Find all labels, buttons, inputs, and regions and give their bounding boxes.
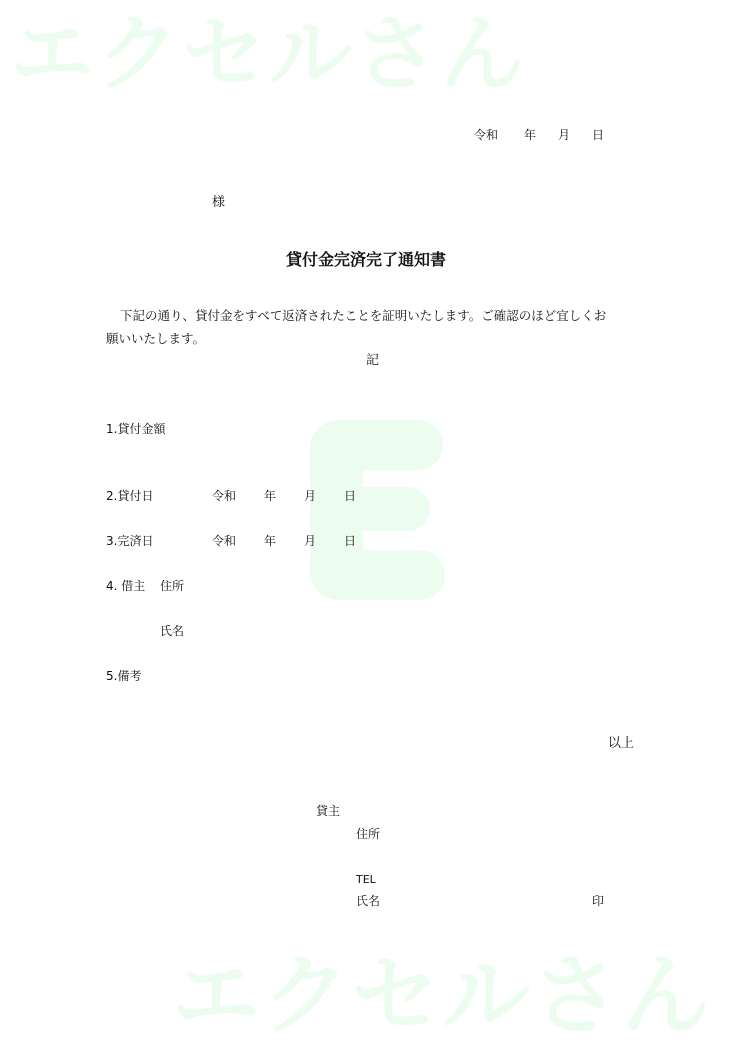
- header-date-day: 日: [592, 128, 605, 142]
- repay-date-era: 令和: [212, 534, 237, 548]
- header-date-month: 月: [558, 128, 571, 142]
- body-line-1: 下記の通り、貸付金をすべて返済されたことを証明いたします。ご確認のほど宜しくお: [120, 308, 607, 323]
- lender-tel: TEL: [356, 873, 376, 886]
- loan-date-era: 令和: [212, 489, 237, 503]
- item-loan-date-label: 2.貸付日: [106, 489, 154, 503]
- lender-seal: 印: [592, 894, 605, 908]
- lender-label: 貸主: [316, 804, 341, 818]
- loan-date-month: 月: [304, 489, 317, 503]
- loan-date-year: 年: [264, 489, 277, 503]
- item-borrower-address: 住所: [160, 579, 185, 593]
- item-amount-label: 1.貸付金額: [106, 422, 166, 436]
- item-borrower-label: 4. 借主: [106, 579, 146, 593]
- repay-date-year: 年: [264, 534, 277, 548]
- recipient-suffix: 様: [212, 195, 226, 210]
- header-date: [474, 129, 604, 141]
- ki-heading: 記: [366, 353, 380, 368]
- ijou-closing: 以上: [608, 736, 635, 751]
- body-line-2: 願いいたします。: [106, 331, 206, 346]
- page-title: 貸付金完済完了通知書: [286, 250, 447, 269]
- repay-date-day: 日: [344, 534, 357, 548]
- item-loan-date-value: [212, 490, 356, 502]
- item-repay-date-label: 3.完済日: [106, 534, 154, 548]
- item-repay-date-value: [212, 535, 356, 547]
- header-date-era: 令和: [474, 128, 499, 142]
- item-borrower-name: 氏名: [160, 624, 185, 638]
- header-date-year: 年: [524, 128, 537, 142]
- lender-name: 氏名: [356, 894, 381, 908]
- watermark-top: エクセルさん: [10, 5, 527, 103]
- loan-date-day: 日: [344, 489, 357, 503]
- body-paragraph: [106, 304, 646, 350]
- lender-address: 住所: [356, 827, 381, 841]
- watermark-bottom: エクセルさん: [172, 944, 713, 1047]
- repay-date-month: 月: [304, 534, 317, 548]
- item-notes-label: 5.備考: [106, 669, 142, 683]
- watermark-e-logo: [308, 420, 448, 605]
